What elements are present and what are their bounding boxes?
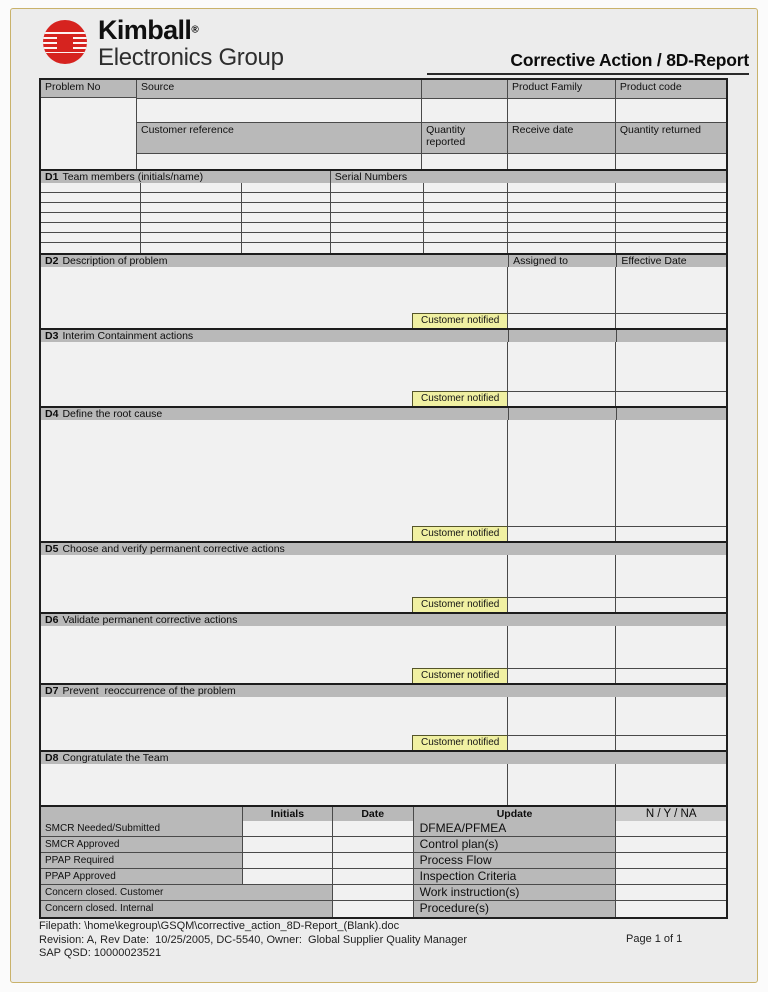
summary-nyna-input[interactable] <box>616 853 726 868</box>
d1-team-member-cell[interactable] <box>141 213 242 222</box>
d7-assigned-to-input[interactable] <box>508 697 615 735</box>
d1-serial-number-cell[interactable] <box>616 243 726 253</box>
d1-team-member-cell[interactable] <box>41 223 141 232</box>
brand-header <box>43 17 284 70</box>
summary-date-input[interactable] <box>333 853 414 868</box>
section-d5-header <box>41 541 726 555</box>
summary-row <box>41 821 726 837</box>
summary-nyna-input[interactable] <box>616 869 726 884</box>
summary-date-input[interactable] <box>333 885 414 900</box>
d2-notified-date-input[interactable] <box>616 313 726 328</box>
receive-date-header: Receive date <box>508 123 616 153</box>
summary-update-cell: DFMEA/PFMEA <box>414 821 617 836</box>
summary-nyna-input[interactable] <box>616 885 726 900</box>
d6-customer-notified-field[interactable]: Customer notified <box>412 668 507 683</box>
source-header: Source <box>137 80 422 98</box>
d1-title: D1 Team members (initials/name) <box>41 171 331 183</box>
kimball-logo-icon <box>43 20 87 64</box>
d3-notified-date-input[interactable] <box>616 391 726 406</box>
section-d3-body <box>41 342 726 406</box>
summary-nyna-input[interactable] <box>616 821 726 836</box>
d4-assigned-to-input[interactable] <box>508 420 615 526</box>
d5-notified-by-input[interactable] <box>508 597 615 612</box>
d1-serial-number-cell[interactable] <box>331 243 424 253</box>
d1-grid-row <box>41 183 726 193</box>
d2-title: D2 Description of problem <box>45 255 168 267</box>
d8-title: D8 Congratulate the Team <box>45 752 169 764</box>
d1-serial-number-cell[interactable] <box>331 193 424 202</box>
report-title: Corrective Action / 8D-Report <box>427 50 749 75</box>
d4-notified-by-input[interactable] <box>508 526 615 541</box>
product-family-input[interactable] <box>508 99 616 122</box>
quantity-reported-header: Quantity reported <box>422 123 508 153</box>
summary-row <box>41 869 726 885</box>
problem-no-input[interactable] <box>41 98 136 169</box>
summary-nyna-input[interactable] <box>616 837 726 852</box>
d6-notified-by-input[interactable] <box>508 668 615 683</box>
d1-team-member-cell[interactable] <box>242 243 331 253</box>
serial-numbers-header: Serial Numbers <box>331 171 726 183</box>
d8-left-input[interactable] <box>508 764 615 805</box>
brand-subtitle: Electronics Group <box>98 43 284 71</box>
section-d7-header <box>41 683 726 697</box>
d1-serial-number-cell[interactable] <box>424 183 508 192</box>
d1-serial-number-cell[interactable] <box>331 183 424 192</box>
quantity-reported-input[interactable] <box>422 154 508 169</box>
footer-revision: Revision: A, Rev Date: 10/25/2005, DC-5540, Owner: Global Supplier Quality Manager <box>39 933 468 946</box>
d1-serial-number-cell[interactable] <box>616 233 726 242</box>
customer-reference-header: Customer reference <box>137 123 422 153</box>
d2-notified-by-input[interactable] <box>508 313 615 328</box>
customer-reference-input[interactable] <box>137 154 422 169</box>
d5-assigned-to-input[interactable] <box>508 555 615 597</box>
summary-date-input[interactable] <box>333 821 414 836</box>
d7-customer-notified-field[interactable]: Customer notified <box>412 735 507 750</box>
initials-header: Initials <box>243 807 333 821</box>
d1-team-member-cell[interactable] <box>41 203 141 212</box>
d1-team-member-cell[interactable] <box>141 193 242 202</box>
summary-label-cell: SMCR Approved <box>41 837 243 852</box>
d6-notified-date-input[interactable] <box>616 668 726 683</box>
d5-notified-date-input[interactable] <box>616 597 726 612</box>
d1-serial-number-cell[interactable] <box>508 203 616 212</box>
d6-title: D6 Validate permanent corrective actions <box>45 614 238 626</box>
section-d1-header <box>41 169 726 183</box>
d1-serial-number-cell[interactable] <box>424 213 508 222</box>
d1-team-member-cell[interactable] <box>242 183 331 192</box>
d5-actions-input[interactable] <box>41 555 508 612</box>
summary-update-cell: Control plan(s) <box>414 837 617 852</box>
d1-team-member-cell[interactable] <box>141 223 242 232</box>
d1-grid-row <box>41 233 726 243</box>
section-d6-header <box>41 612 726 626</box>
summary-label-cell: PPAP Required <box>41 853 243 868</box>
d8-congratulate-input[interactable] <box>41 764 508 805</box>
section-d2-header <box>41 253 726 267</box>
d3-effective-date-input[interactable] <box>616 342 726 391</box>
summary-row <box>41 901 726 917</box>
d1-serial-number-cell[interactable] <box>616 223 726 232</box>
section-d7-body <box>41 697 726 750</box>
source-input[interactable] <box>137 99 422 122</box>
summary-date-input[interactable] <box>333 869 414 884</box>
d1-team-member-cell[interactable] <box>141 203 242 212</box>
d1-team-member-cell[interactable] <box>41 213 141 222</box>
effective-date-header: Effective Date <box>616 255 726 267</box>
quantity-returned-header: Quantity returned <box>616 123 726 153</box>
section-d8-header <box>41 750 726 764</box>
d3-assigned-to-input[interactable] <box>508 342 615 391</box>
d7-effective-date-input[interactable] <box>616 697 726 735</box>
d1-serial-number-cell[interactable] <box>424 223 508 232</box>
d3-customer-notified-field[interactable]: Customer notified <box>412 391 507 406</box>
summary-row <box>41 837 726 853</box>
section-d4-header <box>41 406 726 420</box>
d6-effective-date-input[interactable] <box>616 626 726 668</box>
d3-notified-by-input[interactable] <box>508 391 615 406</box>
d1-team-member-cell[interactable] <box>141 183 242 192</box>
summary-date-input[interactable] <box>333 837 414 852</box>
date-header: Date <box>333 807 414 821</box>
summary-label-cell: Concern closed. Internal <box>41 901 333 917</box>
d6-assigned-to-input[interactable] <box>508 626 615 668</box>
section-d4-body <box>41 420 726 541</box>
d1-serial-number-cell[interactable] <box>508 183 616 192</box>
summary-update-cell: Process Flow <box>414 853 617 868</box>
d1-serial-number-cell[interactable] <box>508 213 616 222</box>
d7-title: D7 Prevent reoccurrence of the problem <box>45 685 236 697</box>
d3-title: D3 Interim Containment actions <box>45 330 194 342</box>
d1-serial-number-cell[interactable] <box>616 203 726 212</box>
section-d3-header <box>41 328 726 342</box>
d1-serial-number-cell[interactable] <box>424 233 508 242</box>
d5-effective-date-input[interactable] <box>616 555 726 597</box>
d1-grid <box>41 183 726 253</box>
d4-notified-date-input[interactable] <box>616 526 726 541</box>
d5-title: D5 Choose and verify permanent corrective actions <box>45 543 285 555</box>
summary-date-input[interactable] <box>333 901 414 917</box>
summary-nyna-input[interactable] <box>616 901 726 917</box>
section-d8-body <box>41 764 726 805</box>
top-table <box>41 80 726 169</box>
footer-filepath: Filepath: \home\kegroup\GSQM\corrective_action_8D-Report_(Blank).doc <box>39 920 400 932</box>
d1-team-member-cell[interactable] <box>41 193 141 202</box>
summary-initials-input[interactable] <box>243 821 333 836</box>
d1-serial-number-cell[interactable] <box>508 243 616 253</box>
product-family-header: Product Family <box>508 80 616 98</box>
d7-prevention-input[interactable] <box>41 697 508 750</box>
summary-initials-input[interactable] <box>243 853 333 868</box>
section-d5-body <box>41 555 726 612</box>
d1-serial-number-cell[interactable] <box>331 203 424 212</box>
summary-row <box>41 853 726 869</box>
summary-initials-input[interactable] <box>243 837 333 852</box>
section-d2-body <box>41 267 726 328</box>
d1-team-member-cell[interactable] <box>41 233 141 242</box>
product-code-header: Product code <box>616 80 726 98</box>
d1-serial-number-cell[interactable] <box>616 213 726 222</box>
summary-update-cell: Procedure(s) <box>414 901 617 917</box>
d2-description-input[interactable] <box>41 267 508 328</box>
quantity-returned-input[interactable] <box>616 154 726 169</box>
registered-mark: ® <box>191 24 199 36</box>
page-number: Page 1 of 1 <box>626 933 683 945</box>
nyna-header: N / Y / NA <box>616 807 726 821</box>
d1-serial-number-cell[interactable] <box>616 193 726 202</box>
update-header: Update <box>414 807 617 821</box>
summary-row <box>41 885 726 901</box>
d2-customer-notified-field[interactable]: Customer notified <box>412 313 507 328</box>
footer-sap-qsd: SAP QSD: 10000023521 <box>39 947 162 959</box>
summary-update-cell: Work instruction(s) <box>414 885 617 900</box>
d4-title: D4 Define the root cause <box>45 408 163 420</box>
d7-notified-date-input[interactable] <box>616 735 726 750</box>
top-blank-input[interactable] <box>422 99 508 122</box>
d2-effective-date-input[interactable] <box>616 267 726 313</box>
summary-table-header <box>41 805 726 821</box>
d1-serial-number-cell[interactable] <box>508 193 616 202</box>
d8-right-input[interactable] <box>616 764 726 805</box>
d1-team-member-cell[interactable] <box>141 243 242 253</box>
d1-serial-number-cell[interactable] <box>424 243 508 253</box>
d1-serial-number-cell[interactable] <box>508 233 616 242</box>
d6-validation-input[interactable] <box>41 626 508 683</box>
d1-team-member-cell[interactable] <box>242 203 331 212</box>
summary-initials-input[interactable] <box>243 869 333 884</box>
problem-no-header: Problem No <box>41 80 136 98</box>
summary-label-cell: PPAP Approved <box>41 869 243 884</box>
d1-serial-number-cell[interactable] <box>331 233 424 242</box>
d1-serial-number-cell[interactable] <box>331 213 424 222</box>
section-d6-body <box>41 626 726 683</box>
d4-root-cause-input[interactable] <box>41 420 508 541</box>
d3-actions-input[interactable] <box>41 342 508 406</box>
d1-grid-row <box>41 223 726 233</box>
d7-notified-by-input[interactable] <box>508 735 615 750</box>
top-blank-header-cell <box>422 80 508 98</box>
d1-team-member-cell[interactable] <box>41 243 141 253</box>
document-page <box>10 8 758 983</box>
d1-team-member-cell[interactable] <box>242 213 331 222</box>
assigned-to-header: Assigned to <box>508 255 616 267</box>
d1-grid-row <box>41 243 726 253</box>
d1-grid-row <box>41 193 726 203</box>
d1-serial-number-cell[interactable] <box>424 203 508 212</box>
receive-date-input[interactable] <box>508 154 616 169</box>
summary-label-cell: SMCR Needed/Submitted <box>41 821 243 836</box>
footer <box>39 920 739 961</box>
d1-team-member-cell[interactable] <box>41 183 141 192</box>
brand-name: Kimball <box>98 15 192 45</box>
d4-effective-date-input[interactable] <box>616 420 726 526</box>
d1-serial-number-cell[interactable] <box>331 223 424 232</box>
d2-assigned-to-input[interactable] <box>508 267 615 313</box>
d1-team-member-cell[interactable] <box>242 193 331 202</box>
summary-corner-cell <box>41 807 243 821</box>
d1-team-member-cell[interactable] <box>141 233 242 242</box>
summary-label-cell: Concern closed. Customer <box>41 885 333 900</box>
summary-update-cell: Inspection Criteria <box>414 869 617 884</box>
summary-rows <box>41 821 726 917</box>
d1-serial-number-cell[interactable] <box>508 223 616 232</box>
report-form <box>39 78 728 919</box>
d1-grid-row <box>41 213 726 223</box>
product-code-input[interactable] <box>616 99 726 122</box>
d4-customer-notified-field[interactable]: Customer notified <box>412 526 507 541</box>
d1-serial-number-cell[interactable] <box>424 193 508 202</box>
d1-team-member-cell[interactable] <box>242 233 331 242</box>
d1-grid-row <box>41 203 726 213</box>
d5-customer-notified-field[interactable]: Customer notified <box>412 597 507 612</box>
d1-serial-number-cell[interactable] <box>616 183 726 192</box>
d1-team-member-cell[interactable] <box>242 223 331 232</box>
